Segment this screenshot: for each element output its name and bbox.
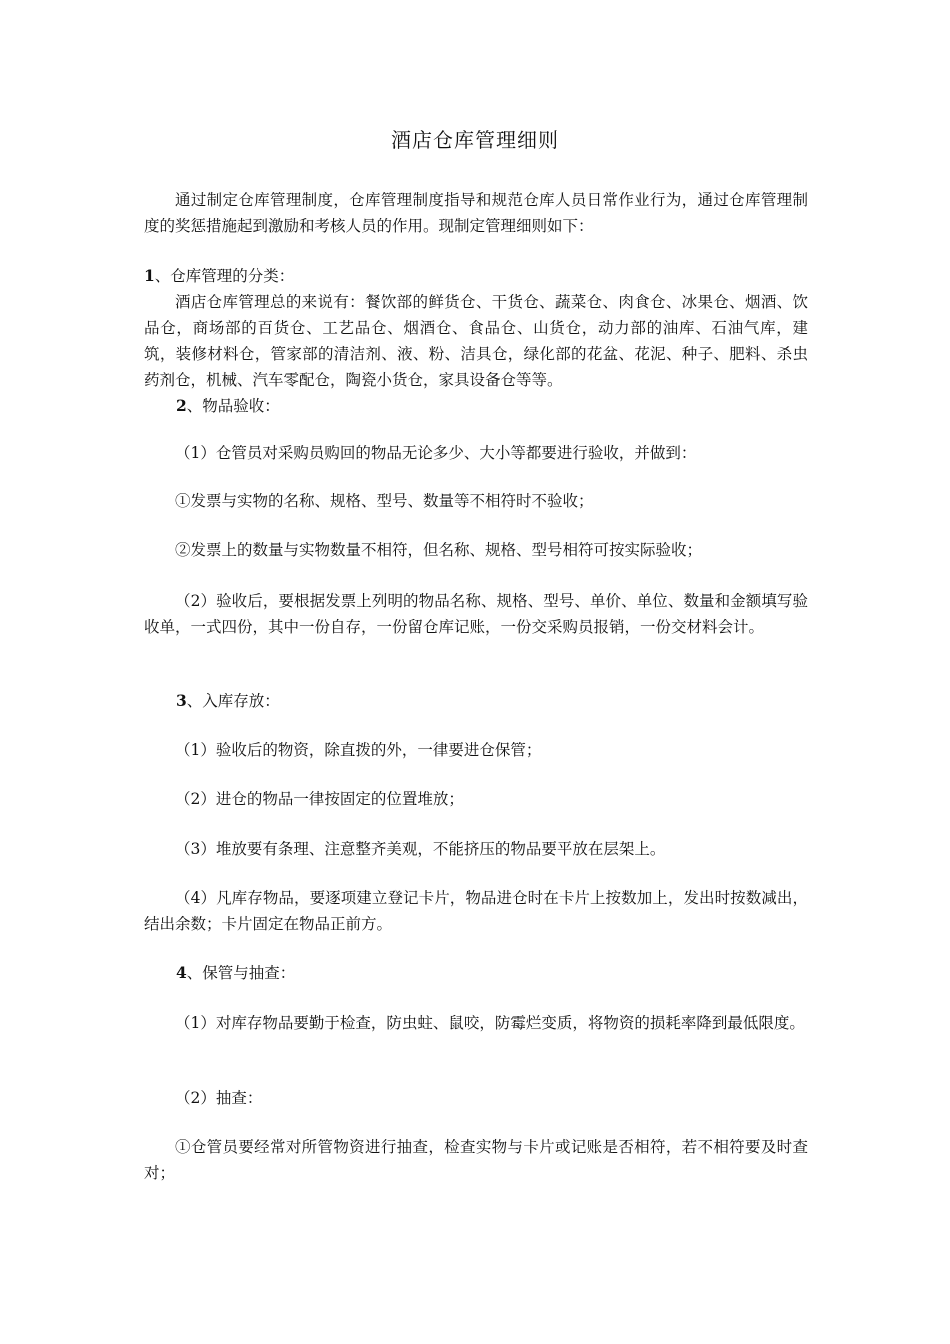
section-3-title: 、入库存放： (186, 692, 280, 710)
document-title: 酒店仓库管理细则 (391, 128, 559, 152)
section-1-number: 1 (144, 266, 155, 285)
section-4-heading (176, 960, 808, 986)
section-1-heading (144, 263, 808, 289)
section-2-title: 、物品验收： (186, 397, 280, 415)
section-3-item-2: （2）进仓的物品一律按固定的位置堆放； (175, 790, 464, 808)
section-3-heading (176, 688, 808, 714)
section-2-item-3: ②发票上的数量与实物数量不相符，但名称、规格、型号相符可按实际验收； (175, 541, 703, 559)
section-4-title: 、保管与抽查： (186, 964, 296, 982)
section-4-item-3: ①仓管员要经常对所管物资进行抽查，检查实物与卡片或记账是否相符，若不相符要及时查对； (144, 1138, 808, 1182)
section-2-heading (176, 393, 808, 419)
section-2-item-1: （1）仓管员对采购员购回的物品无论多少、大小等都要进行验收，并做到： (175, 444, 697, 462)
section-4-item-2: （2）抽查： (175, 1089, 263, 1107)
section-1-body: 酒店仓库管理总的来说有：餐饮部的鲜货仓、干货仓、蔬菜仓、肉食仓、冰果仓、烟酒、饮品仓，商场部的百货仓、工艺品仓、烟酒仓、食品仓、山货仓，动力部的油库、石油气库，建筑，装修材料仓，管家部的清洁剂、液、粉、洁具仓，绿化部的花盆、花泥、种子、肥料、杀虫药剂仓，机械、汽车零配仓，陶瓷小货仓，家具设备仓等等。 (144, 293, 808, 389)
section-4-item-1: （1）对库存物品要勤于检查，防虫蛀、鼠咬，防霉烂变质，将物资的损耗率降到最低限度。 (175, 1014, 805, 1032)
section-2-number: 2 (176, 396, 187, 415)
section-3-item-4: （4）凡库存物品，要逐项建立登记卡片，物品进仓时在卡片上按数加上，发出时按数减出，结出余数；卡片固定在物品正前方。 (144, 889, 808, 933)
section-3-item-1: （1）验收后的物资，除直拨的外，一律要进仓保管； (175, 741, 542, 759)
section-2-item-4: （2）验收后，要根据发票上列明的物品名称、规格、型号、单价、单位、数量和金额填写验收单，一式四份，其中一份自存，一份留仓库记账，一份交采购员报销，一份交材料会计。 (144, 592, 808, 636)
section-2-item-2: ①发票与实物的名称、规格、型号、数量等不相符时不验收； (175, 492, 594, 510)
section-3-item-3: （3）堆放要有条理、注意整齐美观，不能挤压的物品要平放在层架上。 (175, 840, 666, 858)
section-1-title: 、仓库管理的分类： (154, 267, 295, 285)
intro-paragraph: 通过制定仓库管理制度，仓库管理制度指导和规范仓库人员日常作业行为，通过仓库管理制度的奖惩措施起到激励和考核人员的作用。现制定管理细则如下： (144, 191, 808, 235)
section-3-number: 3 (176, 691, 187, 710)
section-4-number: 4 (176, 963, 187, 982)
